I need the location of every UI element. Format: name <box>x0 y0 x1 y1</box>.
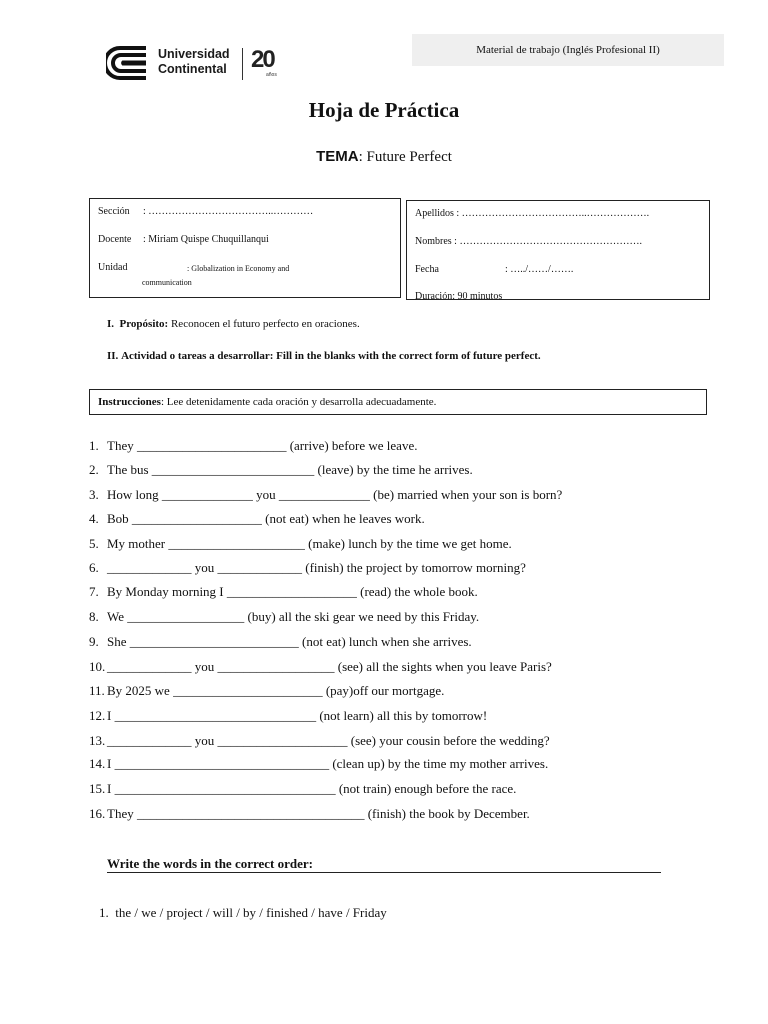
order-number: 1. <box>99 905 109 920</box>
university-logo <box>106 44 286 84</box>
question-item[interactable] <box>89 536 512 552</box>
section-field[interactable]: : ………………………………..………… <box>143 206 314 217</box>
heading-underline <box>107 872 661 873</box>
instructions-box <box>89 389 707 415</box>
question-number: 15. <box>89 781 106 796</box>
question-number: 14. <box>89 756 106 771</box>
student-info-box <box>406 200 710 300</box>
question-item[interactable] <box>89 806 530 822</box>
page-title: Hoja de Práctica <box>308 98 460 122</box>
anniversary-mark: 20 <box>251 46 274 73</box>
logo-divider <box>242 48 243 80</box>
material-label: Material de trabajo (Inglés Profesional II) <box>412 34 724 66</box>
question-item[interactable] <box>89 683 444 699</box>
purpose-label: Propósito: <box>119 318 169 330</box>
purpose-num: I. <box>107 318 115 330</box>
question-text: They _______________________ (arrive) before we leave. <box>107 438 418 453</box>
question-number: 2. <box>89 462 99 477</box>
question-number: 7. <box>89 584 99 599</box>
teacher-label: Docente <box>98 234 132 245</box>
question-number: 6. <box>89 560 99 575</box>
surname-field[interactable]: Apellidos : ………………………………..………………. <box>415 208 650 219</box>
question-text: I _______________________________ (not learn) all this by tomorrow! <box>107 708 488 723</box>
activity-num: II. <box>107 350 119 362</box>
question-item[interactable] <box>89 733 550 749</box>
question-text: I __________________________________ (not train) enough before the race. <box>107 781 517 796</box>
instructions-label: Instrucciones <box>98 396 161 408</box>
purpose-line <box>107 318 360 330</box>
duration-label: Duración: 90 minutos <box>415 291 503 300</box>
topic-value: : Future Perfect <box>358 149 452 165</box>
activity-line <box>107 350 541 362</box>
question-item[interactable] <box>89 584 478 600</box>
question-number: 8. <box>89 609 99 624</box>
unit-value: : Globalization in Economy and <box>187 264 290 273</box>
question-text: The bus _________________________ (leave) by the time he arrives. <box>107 462 473 477</box>
question-item[interactable] <box>89 781 516 797</box>
question-number: 3. <box>89 487 99 502</box>
activity-text: Actividad o tareas a desarrollar: Fill in the blanks with the correct form of future perfect. <box>121 350 541 362</box>
continental-logo-icon <box>106 44 150 82</box>
question-number: 9. <box>89 634 99 649</box>
word-order-heading: Write the words in the correct order: <box>107 856 314 871</box>
order-text: the / we / project / will / by / finished / have / Friday <box>115 905 387 920</box>
question-item[interactable] <box>89 487 562 503</box>
question-item[interactable] <box>89 634 472 650</box>
topic-heading <box>0 148 768 166</box>
question-number: 1. <box>89 438 99 453</box>
name-field[interactable]: Nombres : ………………………………………………. <box>415 236 642 247</box>
logo-wordmark <box>158 47 230 77</box>
question-number: 5. <box>89 536 99 551</box>
unit-label: Unidad <box>98 262 128 273</box>
date-label: Fecha <box>415 264 439 275</box>
question-text: _____________ you __________________ (see) all the sights when you leave Paris? <box>107 659 552 674</box>
section-label: Sección <box>98 206 130 217</box>
question-text: I _________________________________ (clean up) by the time my mother arrives. <box>107 756 549 771</box>
question-number: 16. <box>89 806 106 821</box>
logo-line1: Universidad <box>158 47 230 61</box>
question-text: By 2025 we _______________________ (pay)off our mortgage. <box>107 683 445 698</box>
question-item[interactable] <box>89 462 473 478</box>
question-item[interactable] <box>89 756 548 772</box>
question-text: My mother _____________________ (make) lunch by the time we get home. <box>107 536 512 551</box>
question-number: 4. <box>89 511 99 526</box>
question-number: 13. <box>89 733 106 748</box>
unit-value-cont: communication <box>142 278 192 287</box>
anniversary-label: años <box>266 72 277 78</box>
logo-line2: Continental <box>158 62 227 76</box>
date-field[interactable]: : …../……/……. <box>505 264 574 275</box>
question-number: 12. <box>89 708 106 723</box>
course-info-box <box>89 198 401 298</box>
question-text: Bob ____________________ (not eat) when he leaves work. <box>107 511 425 526</box>
purpose-text: Reconocen el futuro perfecto en oraciones. <box>168 318 360 330</box>
question-item[interactable] <box>89 609 479 625</box>
question-item[interactable] <box>89 560 526 576</box>
question-item[interactable] <box>89 659 552 675</box>
question-text: _____________ you _____________ (finish) the project by tomorrow morning? <box>107 560 526 575</box>
question-item[interactable] <box>89 438 417 454</box>
question-text: _____________ you ____________________ (see) your cousin before the wedding? <box>107 733 550 748</box>
question-text: By Monday morning I ____________________ (read) the whole book. <box>107 584 478 599</box>
question-number: 10. <box>89 659 106 674</box>
question-text: We __________________ (buy) all the ski gear we need by this Friday. <box>107 609 480 624</box>
question-text: How long ______________ you ______________ (be) married when your son is born? <box>107 487 563 502</box>
teacher-name: : Miriam Quispe Chuquillanqui <box>143 234 269 245</box>
question-number: 11. <box>89 683 105 698</box>
topic-label: TEMA <box>316 148 359 165</box>
instructions-text: : Lee detenidamente cada oración y desarrolla adecuadamente. <box>160 396 437 408</box>
question-item[interactable] <box>89 708 487 724</box>
question-text: They ___________________________________ (finish) the book by December. <box>107 806 530 821</box>
question-text: She __________________________ (not eat) lunch when she arrives. <box>107 634 472 649</box>
question-item[interactable] <box>89 511 425 527</box>
order-item <box>99 905 387 921</box>
